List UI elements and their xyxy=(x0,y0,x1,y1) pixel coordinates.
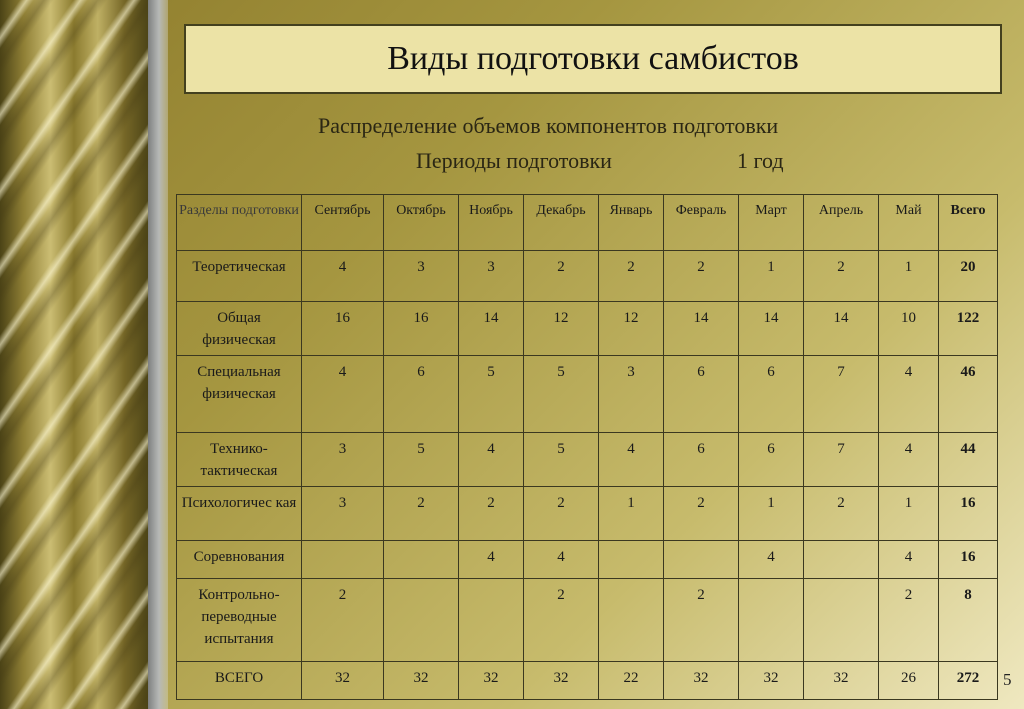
value-cell xyxy=(302,541,384,579)
value-cell: 14 xyxy=(804,302,879,356)
value-cell: 6 xyxy=(739,433,804,487)
value-cell: 1 xyxy=(739,487,804,541)
column-shadow xyxy=(148,0,168,709)
total-cell: 272 xyxy=(939,662,998,700)
table-header-row xyxy=(177,195,998,251)
value-cell: 7 xyxy=(804,356,879,433)
table-row xyxy=(177,662,998,700)
value-cell xyxy=(599,541,664,579)
periods-label: Периоды подготовки xyxy=(416,148,612,173)
table-row xyxy=(177,356,998,433)
value-cell: 26 xyxy=(879,662,939,700)
value-cell: 4 xyxy=(302,356,384,433)
value-cell: 32 xyxy=(524,662,599,700)
header-cell-march: Март xyxy=(739,195,804,251)
value-cell: 2 xyxy=(664,251,739,302)
table-row xyxy=(177,433,998,487)
total-cell: 16 xyxy=(939,541,998,579)
value-cell: 32 xyxy=(739,662,804,700)
value-cell: 2 xyxy=(384,487,459,541)
table-row xyxy=(177,579,998,662)
value-cell: 5 xyxy=(524,356,599,433)
value-cell: 32 xyxy=(302,662,384,700)
value-cell: 3 xyxy=(302,487,384,541)
value-cell: 14 xyxy=(459,302,524,356)
header-cell-november: Ноябрь xyxy=(459,195,524,251)
row-label-cell: Психологичес кая xyxy=(177,487,302,541)
value-cell: 4 xyxy=(879,433,939,487)
value-cell: 6 xyxy=(739,356,804,433)
value-cell: 4 xyxy=(739,541,804,579)
value-cell: 7 xyxy=(804,433,879,487)
value-cell: 2 xyxy=(302,579,384,662)
value-cell: 2 xyxy=(664,579,739,662)
value-cell: 10 xyxy=(879,302,939,356)
value-cell: 5 xyxy=(524,433,599,487)
value-cell: 22 xyxy=(599,662,664,700)
header-cell-january: Январь xyxy=(599,195,664,251)
value-cell: 4 xyxy=(302,251,384,302)
header-cell-december: Декабрь xyxy=(524,195,599,251)
value-cell: 4 xyxy=(879,541,939,579)
total-cell: 122 xyxy=(939,302,998,356)
value-cell xyxy=(804,579,879,662)
value-cell: 32 xyxy=(804,662,879,700)
value-cell: 4 xyxy=(879,356,939,433)
value-cell: 16 xyxy=(384,302,459,356)
header-cell-september: Сентябрь xyxy=(302,195,384,251)
value-cell: 14 xyxy=(739,302,804,356)
value-cell: 3 xyxy=(384,251,459,302)
header-cell-february: Февраль xyxy=(664,195,739,251)
table-row xyxy=(177,251,998,302)
slide-title-box xyxy=(184,24,1002,94)
value-cell xyxy=(384,541,459,579)
value-cell: 5 xyxy=(459,356,524,433)
decorative-column xyxy=(0,0,148,709)
total-cell: 16 xyxy=(939,487,998,541)
table-row xyxy=(177,302,998,356)
slide-subtitle: Распределение объемов компонентов подготовки xyxy=(318,113,779,138)
value-cell: 1 xyxy=(739,251,804,302)
table-row xyxy=(177,541,998,579)
value-cell: 2 xyxy=(804,251,879,302)
value-cell: 1 xyxy=(879,251,939,302)
value-cell: 2 xyxy=(524,579,599,662)
header-cell-may: Май xyxy=(879,195,939,251)
value-cell: 4 xyxy=(524,541,599,579)
value-cell xyxy=(804,541,879,579)
table-row xyxy=(177,487,998,541)
page-number: 5 xyxy=(1003,670,1012,689)
row-label-cell: Технико-тактическая xyxy=(177,433,302,487)
year-label: 1 год xyxy=(737,148,784,173)
value-cell: 3 xyxy=(599,356,664,433)
row-label-cell: Общая физическая xyxy=(177,302,302,356)
total-cell: 8 xyxy=(939,579,998,662)
value-cell: 12 xyxy=(599,302,664,356)
value-cell xyxy=(459,579,524,662)
value-cell: 2 xyxy=(459,487,524,541)
header-cell-april: Апрель xyxy=(804,195,879,251)
value-cell: 4 xyxy=(599,433,664,487)
total-cell: 44 xyxy=(939,433,998,487)
row-label-cell: Специальная физическая xyxy=(177,356,302,433)
value-cell xyxy=(599,579,664,662)
periods-line xyxy=(416,148,784,174)
total-cell: 20 xyxy=(939,251,998,302)
value-cell: 2 xyxy=(524,251,599,302)
value-cell: 1 xyxy=(879,487,939,541)
value-cell: 6 xyxy=(384,356,459,433)
header-cell-october: Октябрь xyxy=(384,195,459,251)
slide-title: Виды подготовки самбистов xyxy=(387,40,799,77)
value-cell: 6 xyxy=(664,356,739,433)
row-label-cell: Теоретическая xyxy=(177,251,302,302)
value-cell: 3 xyxy=(459,251,524,302)
total-cell: 46 xyxy=(939,356,998,433)
value-cell xyxy=(739,579,804,662)
value-cell: 2 xyxy=(524,487,599,541)
value-cell xyxy=(664,541,739,579)
value-cell: 32 xyxy=(664,662,739,700)
value-cell: 2 xyxy=(879,579,939,662)
row-label-cell: Контрольно-переводные испытания xyxy=(177,579,302,662)
value-cell: 6 xyxy=(664,433,739,487)
training-volume-table xyxy=(176,194,998,700)
value-cell: 16 xyxy=(302,302,384,356)
value-cell: 32 xyxy=(384,662,459,700)
value-cell: 3 xyxy=(302,433,384,487)
value-cell: 2 xyxy=(804,487,879,541)
row-label-cell: ВСЕГО xyxy=(177,662,302,700)
header-cell-total: Всего xyxy=(939,195,998,251)
value-cell: 32 xyxy=(459,662,524,700)
value-cell: 2 xyxy=(599,251,664,302)
value-cell: 5 xyxy=(384,433,459,487)
row-label-cell: Соревнования xyxy=(177,541,302,579)
value-cell: 1 xyxy=(599,487,664,541)
header-cell-sections: Разделы подготовки xyxy=(177,195,302,251)
value-cell: 4 xyxy=(459,541,524,579)
value-cell: 2 xyxy=(664,487,739,541)
value-cell xyxy=(384,579,459,662)
value-cell: 12 xyxy=(524,302,599,356)
value-cell: 4 xyxy=(459,433,524,487)
value-cell: 14 xyxy=(664,302,739,356)
